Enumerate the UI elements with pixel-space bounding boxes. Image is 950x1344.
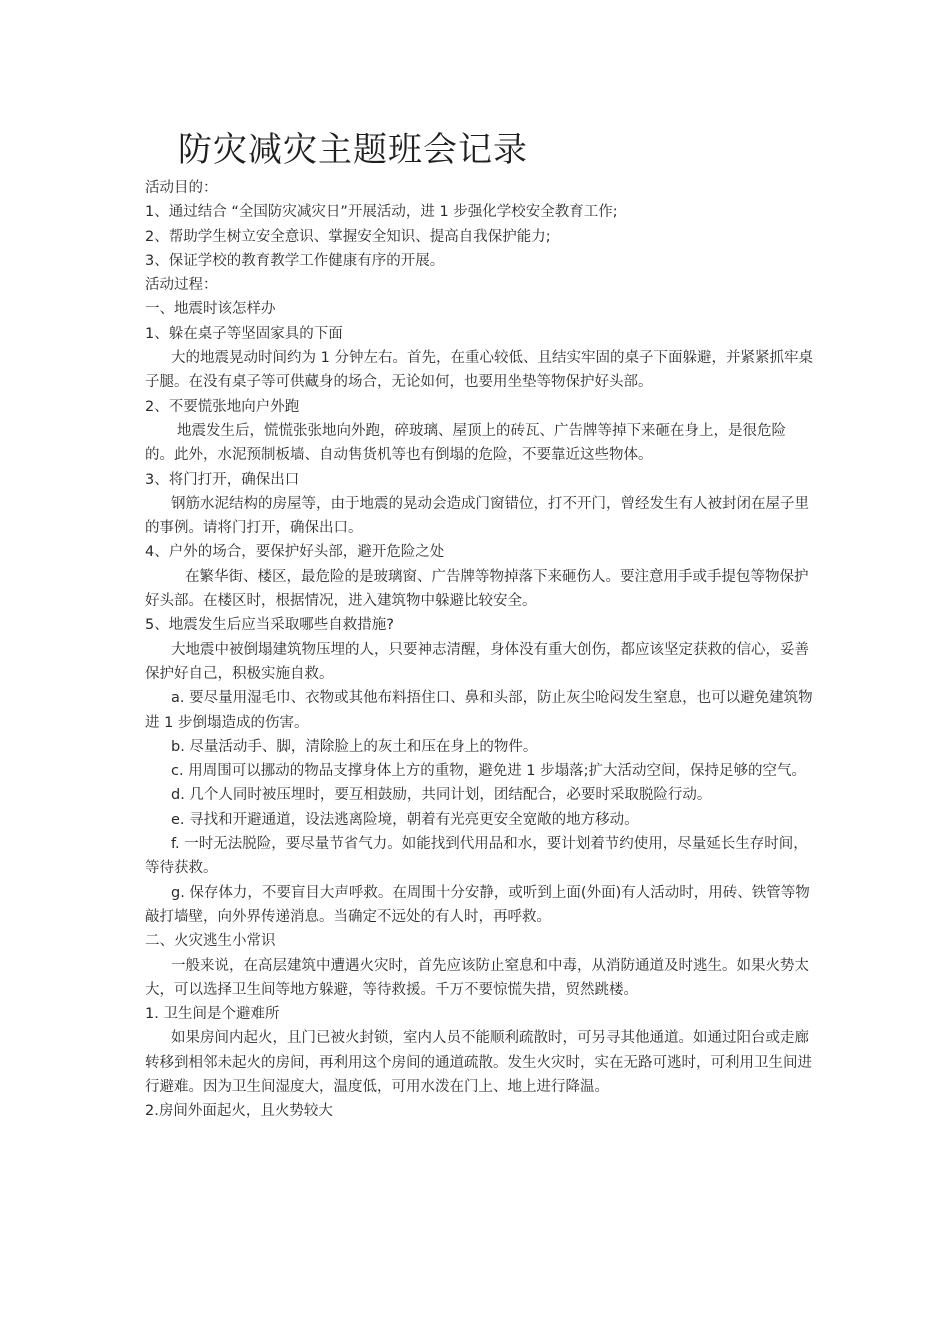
self-rescue-item-d: d. 几个人同时被压埋时，要互相鼓励，共同计划，团结配合，必要时采取脱险行动。 xyxy=(171,787,712,804)
section-label-process: 活动过程： xyxy=(145,277,218,294)
earthquake-heading-4: 4、户外的场合，要保护好头部，避开危险之处 xyxy=(145,544,445,561)
self-rescue-item-b: b. 尽量活动手、脚，清除脸上的灰土和压在身上的物件。 xyxy=(171,738,538,755)
earthquake-heading-1: 1、躲在桌子等坚固家具的下面 xyxy=(145,325,343,342)
document-title: 防灾减灾主题班会记录 xyxy=(178,130,528,170)
earthquake-paragraph-1: 大的地震晃动时间约为 1 分钟左右。首先，在重心较低、且结实牢固的桌子下面躲避，并紧紧抓牢桌子腿。在没有桌子等可供藏身的场合，无论如何，也要用坐垫等物保护好头部。 xyxy=(145,350,813,391)
earthquake-paragraph-4: 在繁华街、楼区，最危险的是玻璃窗、广告牌等物掉落下来砸伤人。要注意用手或手提包等物保护好头部。在楼区时，根据情况，进入建筑物中躲避比较安全。 xyxy=(145,568,809,610)
earthquake-heading-5: 5、地震发生后应当采取哪些自救措施? xyxy=(145,617,394,634)
self-rescue-item-e: e. 寻找和开避通道，设法逃离险境，朝着有光亮更安全宽敞的地方移动。 xyxy=(171,811,639,828)
earthquake-paragraph-2: 地震发生后，慌慌张张地向外跑，碎玻璃、屋顶上的砖瓦、广告牌等掉下来砸在身上，是很危险的。此外，水泥预制板墙、自动售货机等也有倒塌的危险，不要靠近这些物体。 xyxy=(145,422,786,464)
fire-heading-2: 2.房间外面起火，且火势较大 xyxy=(145,1103,333,1120)
self-rescue-item-a: a. 要尽量用湿毛巾、衣物或其他布料捂住口、鼻和头部，防止灰尘呛闷发生窒息，也可以避免建筑物进 1 步倒塌造成的伤害。 xyxy=(145,690,813,731)
purpose-item-1: 1、通过结合 “全国防灾减灾日”开展活动，进 1 步强化学校安全教育工作; xyxy=(145,204,618,221)
self-rescue-item-c: c. 用周围可以挪动的物品支撑身体上方的重物，避免进 1 步塌落;扩大活动空间，保持足够的空气。 xyxy=(171,763,807,780)
self-rescue-item-g: g. 保存体力，不要盲目大声呼救。在周围十分安静，或听到上面(外面)有人活动时，用砖、铁管等物敲打墙壁，向外界传递消息。当确定不远处的有人时，再呼救。 xyxy=(145,884,810,925)
section-label-purpose: 活动目的： xyxy=(145,180,218,196)
fire-heading-1: 1. 卫生间是个避难所 xyxy=(145,1006,280,1023)
fire-paragraph-intro: 一般来说，在高层建筑中遭遇火灾时，首先应该防止窒息和中毒，从消防通道及时逃生。如果火势太大，可以选择卫生间等地方躲避，等待救援。千万不要惊慌失措，贸然跳楼。 xyxy=(145,957,809,998)
earthquake-paragraph-5: 大地震中被倒塌建筑物压埋的人，只要神志清醒，身体没有重大创伤，都应该坚定获救的信心，妥善保护好自己，积极实施自救。 xyxy=(145,641,809,682)
self-rescue-item-f: f. 一时无法脱险，要尽量节省气力。如能找到代用品和水，要计划着节约使用，尽量延长生存时间，等待获救。 xyxy=(145,836,808,877)
earthquake-paragraph-3: 钢筋水泥结构的房屋等，由于地震的晃动会造成门窗错位，打不开门，曾经发生有人被封闭在屋子里的事例。请将门打开，确保出口。 xyxy=(145,495,809,537)
earthquake-heading-3: 3、将门打开，确保出口 xyxy=(145,471,300,488)
purpose-item-3: 3、保证学校的教育教学工作健康有序的开展。 xyxy=(145,252,445,269)
purpose-item-2: 2、帮助学生树立安全意识、掌握安全知识、提高自我保护能力; xyxy=(145,228,551,245)
fire-paragraph-1: 如果房间内起火，且门已被火封锁，室内人员不能顺利疏散时，可另寻其他通道。如通过阳台或走廊转移到相邻未起火的房间，再利用这个房间的通道疏散。发生火灾时，实在无路可逃时，可利用卫生间进行避难。因为卫生间湿度大，温度低，可用水泼在门上、地上进行降温。 xyxy=(145,1030,812,1095)
section-heading-earthquake: 一、地震时该怎样办 xyxy=(145,301,276,318)
earthquake-heading-2: 2、不要慌张地向户外跑 xyxy=(145,398,300,415)
section-heading-fire: 二、火灾逃生小常识 xyxy=(145,933,276,950)
document-body xyxy=(145,176,813,1124)
